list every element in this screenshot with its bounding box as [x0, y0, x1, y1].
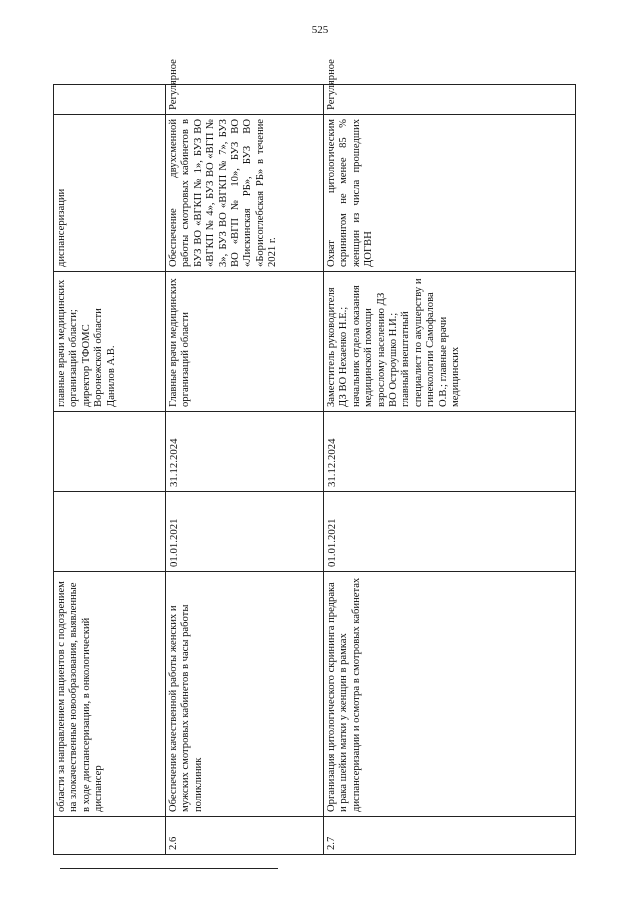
table-row [54, 85, 166, 855]
cell-event: области за направлением пациентов с подозрением на злокачественные новообразования, выявленные в ходе диспансеризации, в онкологический диспансер [54, 572, 166, 817]
cell-type: Регулярное [324, 85, 576, 115]
cell-result: Обеспечение двухсменной работы смотровых кабинетов в БУЗ ВО «ВГКП № 1», БУЗ ВО «ВГКП № 4», БУЗ ВО «ВГП № 3», БУЗ ВО «ВГКП № 7», БУЗ ВО «ВГП № 10», БУЗ ВО «Лискинская РБ», БУЗ ВО «Борисоглебская РБ» в течение 2021 г. [166, 115, 324, 272]
page-number: 525 [311, 24, 329, 36]
cell-event: Обеспечение качественной работы женских и мужских смотровых кабинетов в часы работы поликлиник [166, 572, 324, 817]
cell-number: 2.7 [324, 817, 576, 855]
action-plan-table [53, 59, 576, 855]
cell-event: Организация цитологического скрининга предрака и рака шейки матки у женщин в рамках диспансеризации и осмотра в смотровых кабинетах [324, 572, 576, 817]
cell-number [54, 817, 166, 855]
table-row [324, 85, 576, 855]
cell-number: 2.6 [166, 817, 324, 855]
cell-responsible: Главные врачи медицинских организаций области [166, 272, 324, 412]
cell-end-date: 31.12.2024 [324, 412, 576, 492]
cell-start-date: 01.01.2021 [324, 492, 576, 572]
cell-responsible: главные врачи медицинских организаций области; директор ТФОМС Воронежской области Данилов А.В. [54, 272, 166, 412]
rotated-page-content [53, 59, 575, 855]
cell-end-date [54, 412, 166, 492]
cell-type: Регулярное [166, 85, 324, 115]
cell-end-date: 31.12.2024 [166, 412, 324, 492]
cell-responsible: Заместитель руководителя ДЗ ВО Нехаенко Н.Е.; начальник отдела оказания медицинской помощи взрослому населению ДЗ ВО Остроушко Н.И.; главный внештатный специалист по акушерству и гинекологии Самофалова О.В.; главные врачи медицинских [324, 272, 576, 412]
cell-type [54, 85, 166, 115]
table-row [166, 85, 324, 855]
cell-start-date [54, 492, 166, 572]
cell-result: диспансеризации [54, 115, 166, 272]
cell-start-date: 01.01.2021 [166, 492, 324, 572]
cell-result: Охват цитологическим скринингом не менее 85 % женщин из числа прошедших ДОГВН [324, 115, 576, 272]
footer-divider [60, 868, 278, 869]
